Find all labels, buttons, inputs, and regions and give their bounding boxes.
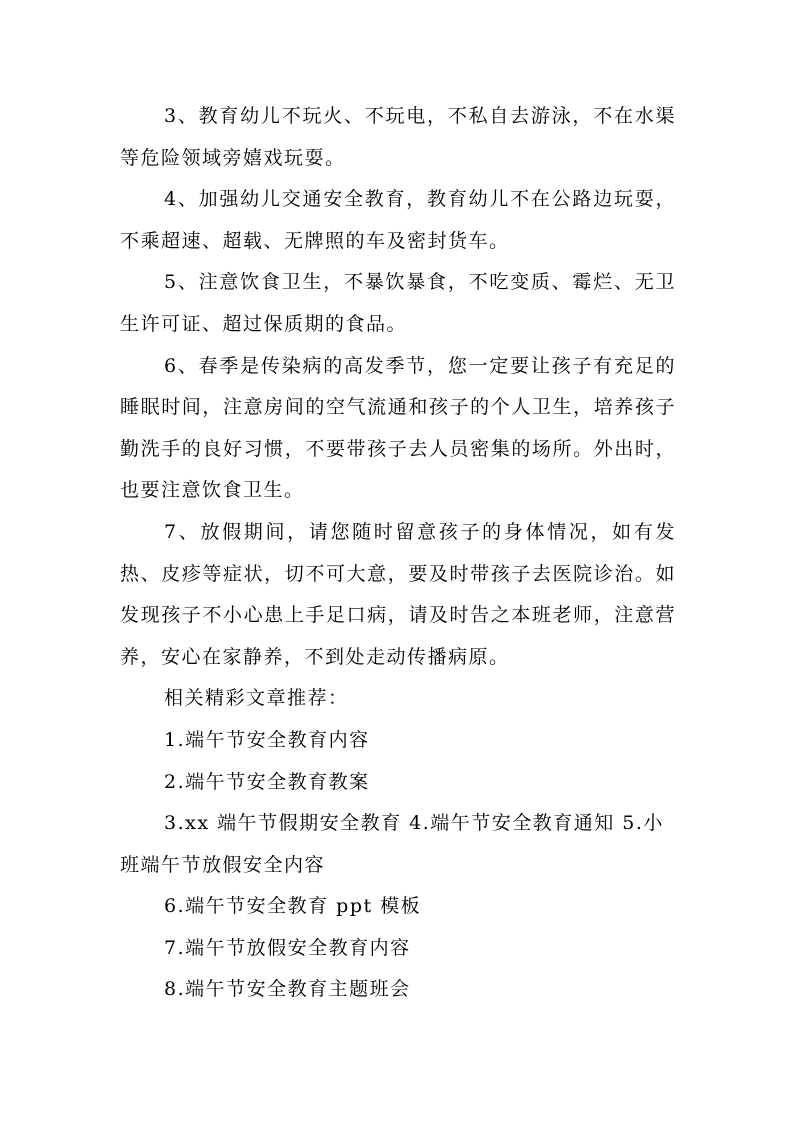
document-body (120, 96, 676, 1011)
related-article-item (120, 886, 676, 928)
related-article-item (120, 720, 676, 762)
related-article-link-3-4-5[interactable]: 3.xx 端午节假期安全教育 4.端午节安全教育通知 5.小班端午节放假安全内容 (120, 812, 664, 876)
related-article-link-8[interactable]: 8.端午节安全教育主题班会 (164, 978, 411, 1001)
related-article-link-1[interactable]: 1.端午节安全教育内容 (164, 728, 370, 751)
related-article-link-7[interactable]: 7.端午节放假安全教育内容 (164, 936, 411, 959)
paragraph-4: 4、加强幼儿交通安全教育，教育幼儿不在公路边玩耍，不乘超速、超载、无牌照的车及密封货车。 (120, 188, 676, 252)
related-article-item (120, 762, 676, 804)
related-article-item (120, 969, 676, 1011)
paragraph-5: 5、注意饮食卫生，不暴饮暴食，不吃变质、霉烂、无卫生许可证、超过保质期的食品。 (120, 271, 676, 335)
related-article-link-2[interactable]: 2.端午节安全教育教案 (164, 770, 370, 793)
related-articles-list (120, 720, 676, 1011)
related-articles-heading: 相关精彩文章推荐： (164, 687, 349, 710)
paragraph-6: 6、春季是传染病的高发季节，您一定要让孩子有充足的睡眠时间，注意房间的空气流通和孩子的个人卫生，培养孩子勤洗手的良好习惯，不要带孩子去人员密集的场所。外出时，也要注意饮食卫生。 (120, 354, 676, 502)
related-article-item (120, 803, 676, 886)
paragraph-3: 3、教育幼儿不玩火、不玩电，不私自去游泳，不在水渠等危险领域旁嬉戏玩耍。 (120, 105, 676, 169)
related-article-link-6[interactable]: 6.端午节安全教育 ppt 模板 (164, 895, 422, 918)
paragraph-7: 7、放假期间，请您随时留意孩子的身体情况，如有发热、皮疹等症状，切不可大意，要及时带孩子去医院诊治。如发现孩子不小心患上手足口病，请及时告之本班老师，注意营养，安心在家静养，不到处走动传播病原。 (120, 520, 676, 668)
related-article-item (120, 928, 676, 970)
